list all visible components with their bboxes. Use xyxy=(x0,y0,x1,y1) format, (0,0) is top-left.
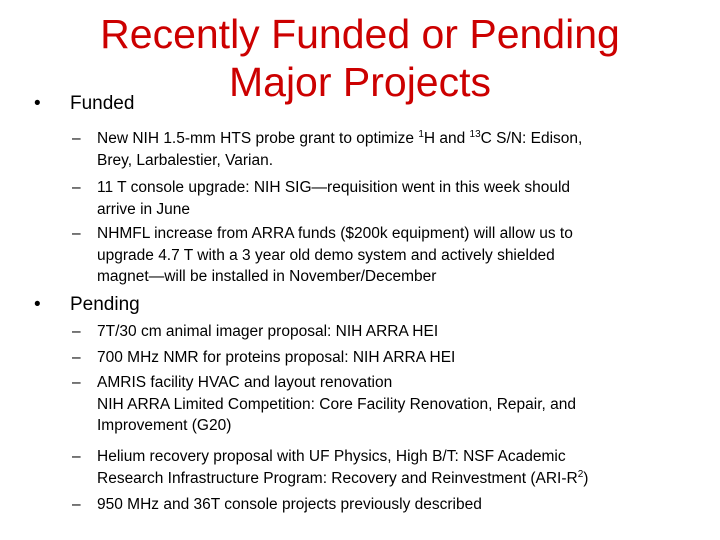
dash-icon: – xyxy=(72,349,81,366)
pending-item-3-line-2: NIH ARRA Limited Competition: Core Facility Renovation, Repair, and xyxy=(97,395,576,413)
dash-icon: – xyxy=(72,448,81,465)
bullet-icon: • xyxy=(34,93,41,114)
dash-icon: – xyxy=(72,225,81,242)
bullet-funded-label: Funded xyxy=(70,93,135,114)
funded-item-3-line-2: upgrade 4.7 T with a 3 year old demo system and actively shielded xyxy=(97,246,555,264)
funded-item-1-line-1: New NIH 1.5-mm HTS probe grant to optimize $^1$H and $^{13}$C S/N: Edison, xyxy=(97,129,583,147)
dash-icon: – xyxy=(72,374,81,391)
dash-icon: – xyxy=(72,130,81,147)
slide-title xyxy=(0,10,720,106)
dash-icon: – xyxy=(72,496,81,513)
bullet-icon: • xyxy=(34,294,41,315)
pending-item-4-line-2: Research Infrastructure Program: Recovery and Reinvestment $(ARI-R^2)$ xyxy=(97,468,589,487)
dash-icon: – xyxy=(72,323,81,340)
slide-title-line-2: Major Projects xyxy=(228,59,491,105)
pending-item-2-line-1: 700 MHz NMR for proteins proposal: NIH ARRA HEI xyxy=(97,349,456,366)
funded-item-2-line-2: arrive in June xyxy=(97,200,191,218)
dash-icon: – xyxy=(72,179,81,196)
funded-item-2-line-1: 11 T console upgrade: NIH SIG—requisition went in this week should xyxy=(97,179,571,196)
funded-item-1-line-2: Brey, Larbalestier, Varian. xyxy=(97,151,274,169)
pending-item-3-line-1: AMRIS facility HVAC and layout renovation xyxy=(97,374,393,391)
pending-item-4-line-1: Helium recovery proposal with UF Physics, High B/T: NSF Academic xyxy=(97,448,566,465)
slide-title-line-1: Recently Funded or Pending xyxy=(100,11,620,57)
pending-item-3-line-3: Improvement (G20) xyxy=(97,417,232,434)
funded-item-3-line-3: magnet—will be installed in November/December xyxy=(97,268,437,285)
funded-item-3-line-1: NHMFL increase from ARRA funds ($200k equipment) will allow us to xyxy=(97,225,573,242)
pending-item-5-line-1: 950 MHz and 36T console projects previously described xyxy=(97,496,482,513)
pending-item-1-line-1: 7T/30 cm animal imager proposal: NIH ARRA HEI xyxy=(97,323,439,340)
bullet-pending-label: Pending xyxy=(70,294,140,315)
